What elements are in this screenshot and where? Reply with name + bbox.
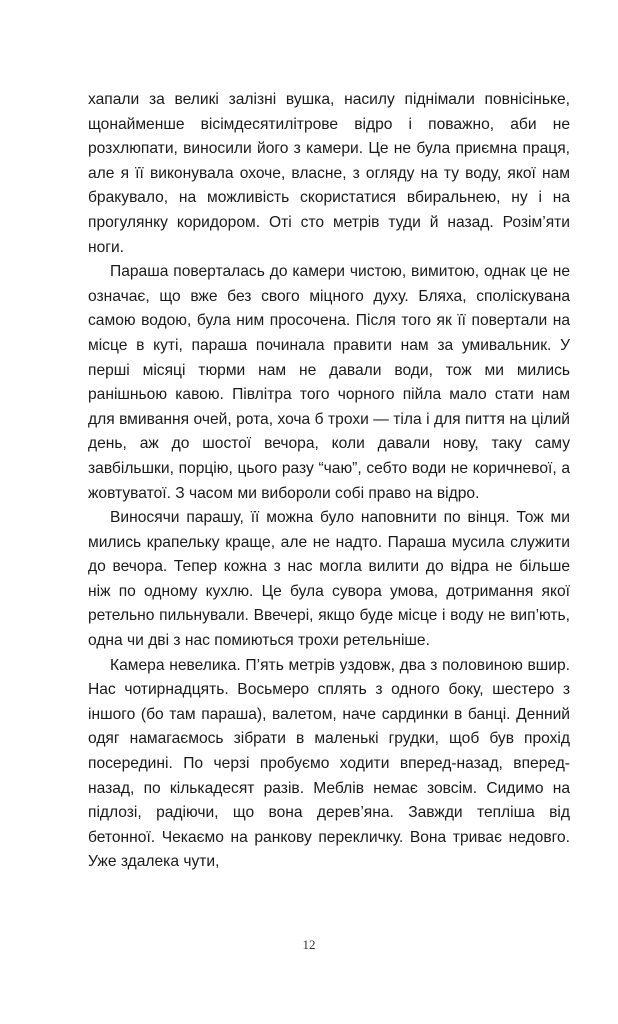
paragraph-3: Виносячи парашу, її можна було наповнити по вінця. Тож ми мились крапельку краще, але не надто. Параша мусила служити до вечора. Тепер кожна з нас могла вилити до відра не більше ніж по одному кухлю. Це була сувора умова, дотримання якої ретельно пильнували. Ввечері, якщо буде місце і воду не вип’ють, одна чи дві з нас помиються трохи ретельніше. [88, 509, 570, 650]
paragraph-1: хапали за великі залізні вушка, насилу піднімали повнісіньке, щонайменше вісімдесятилітрове відро і поважно, аби не розхлюпати, виносили його з камери. Це не була приємна праця, але я її виконувала охоче, власне, з огляду на ту воду, якої нам бракувало, на можливість скористатися вбиральнею, ну і на прогулянку коридором. Оті сто метрів туди й назад. Розім’яти ноги. [88, 91, 570, 256]
page-body-text [88, 88, 570, 875]
paragraph-2: Параша поверталась до камери чистою, вимитою, однак це не означає, що вже без свого міцного духу. Бляха, споліскувана самою водою, була ним просочена. Після того як її повертали на місце в куті, параша починала правити нам за умивальник. У перші місяці тюрми нам не давали води, тож ми мились ранішньою кавою. Півлітра того чорного пійла мало стати нам для вмивання очей, рота, хоча б трохи — тіла і для пиття на цілий день, аж до шостої вечора, коли давали нову, таку саму завбільшки, порцію, цього разу “чаю”, себто води не коричневої, а жовтуватої. З часом ми вибороли собі право на відро. [88, 263, 570, 502]
paragraph-4: Камера невелика. П’ять метрів уздовж, два з половиною вшир. Нас чотирнадцять. Восьмеро сплять з одного боку, шестеро з іншого (бо там параша), валетом, наче сардинки в банці. Денний одяг намагаємось зібрати в маленькі грудки, щоб був прохід посередині. По черзі пробуємо ходити вперед-назад, вперед-назад, по кількадесят разів. Меблів немає зовсім. Сидимо на підлозі, радіючи, що вона дерев’яна. Завжди тепліша від бетонної. Чекаємо на ранкову перекличку. Вона триває недовго. Уже здалека чути, [88, 656, 570, 871]
page-number: 12 [302, 937, 316, 952]
